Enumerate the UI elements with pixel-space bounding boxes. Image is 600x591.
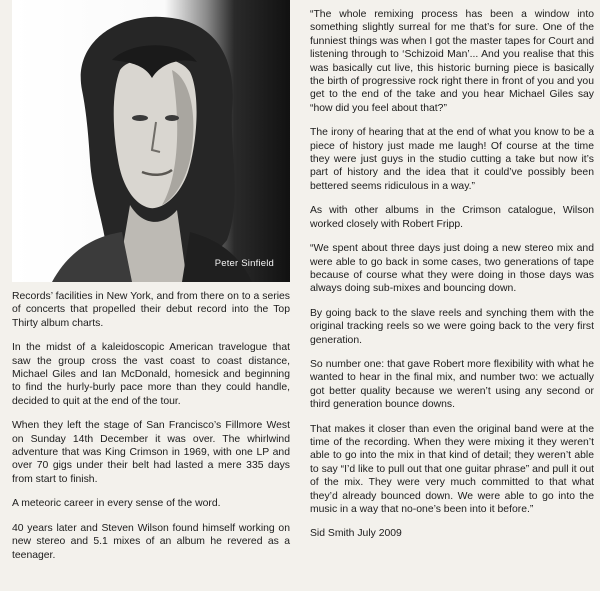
paragraph: That makes it closer than even the original band were at the time of the recording. When they were mixing it they weren’t able to go into the mix in that kind of detail; they weren’t able to say “I’d like to pull out that one guitar phrase” and pull it out of the mix. They were very much committed to that what they’d already bounced down. We were able to go into the music in a way that no-one’s been into it before.” bbox=[310, 423, 594, 515]
paragraph: The irony of hearing that at the end of what you know to be a piece of history just made me laugh! Of course at the time they were just guys in the studio cutting a take but now it’s part of history and the idea that it could’ve possibly been bettered seems ridiculous in a way.” bbox=[310, 127, 594, 192]
paragraph: In the midst of a kaleidoscopic American travelogue that saw the group cross the vast coast to coast distance, Michael Giles and Ian McDonald, homesick and beginning to find the hurly-burly pace more than they could handle, decided to quit at the end of the tour. bbox=[12, 342, 290, 407]
paragraph: Records’ facilities in New York, and from there on to a series of concerts that propelled their debut record into the Top Thirty album charts. bbox=[12, 291, 290, 329]
left-column bbox=[12, 0, 290, 573]
paragraph: “We spent about three days just doing a new stereo mix and were able to go back in some cases, two generations of tape because of course what they were doing in those days was always doing sub-mixes and bouncing down. bbox=[310, 243, 594, 295]
right-column bbox=[310, 8, 594, 552]
portrait-photo bbox=[12, 0, 290, 282]
paragraph: A meteoric career in every sense of the word. bbox=[12, 498, 221, 510]
portrait-illustration bbox=[12, 0, 290, 282]
paragraph: So number one: that gave Robert more flexibility with what he wanted to hear in the final mix, and number two: we actually got better quality because we weren’t using any second or third generation bounce downs. bbox=[310, 358, 594, 411]
paragraph: “The whole remixing process has been a window into something slightly surreal for me that’s for sure. One of the funniest things was when I got the master tapes for Court and listening through to ‘Schizoid Man’... And you realise that this was basically cut live, this historic burning piece is basically the birth of progressive rock right there in front of you and you get to the end of the take and you hear Michael Giles say “how did you feel about that?” bbox=[310, 9, 594, 114]
paragraph: 40 years later and Steven Wilson found himself working on new stereo and 5.1 mixes of an album he revered as a teenager. bbox=[12, 522, 290, 561]
paragraph: As with other albums in the Crimson catalogue, Wilson worked closely with Robert Fripp. bbox=[310, 205, 594, 230]
photo-caption: Peter Sinfield bbox=[214, 257, 274, 269]
paragraph: By going back to the slave reels and synching them with the original tracking reels so we were going back to the very first generation. bbox=[310, 307, 594, 346]
author-signature: Sid Smith July 2009 bbox=[310, 528, 402, 540]
paragraph: When they left the stage of San Francisco’s Fillmore West on Sunday 14th December it was over. The whirlwind adventure that was King Crimson in 1969, with one LP and over 70 gigs under their belt had lasted a mere 335 days from start to finish. bbox=[12, 420, 290, 485]
